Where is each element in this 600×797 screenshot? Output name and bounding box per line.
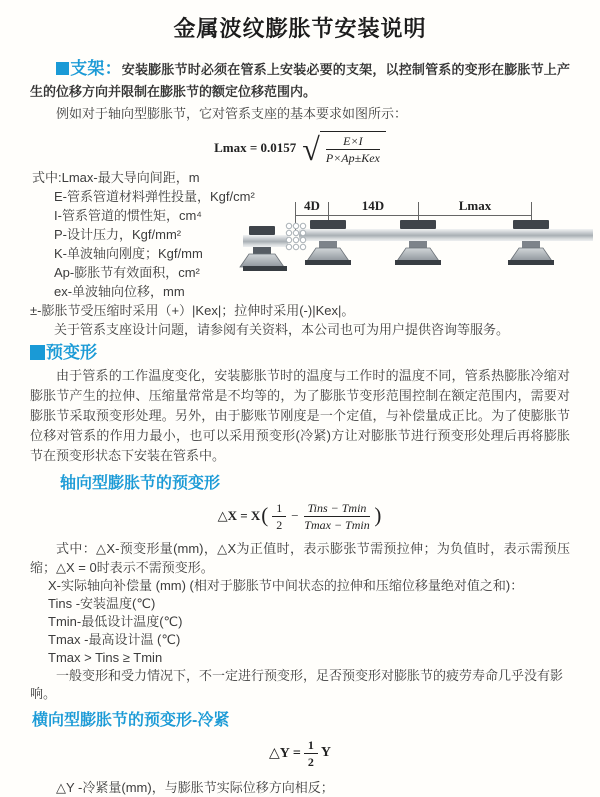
axial-explanation-line: 式中：△X-预变形量(mm)，△X为正值时，表示膨张节需预拉伸；为负值时，表示需预压缩；△X = 0时表示不需预变形。 (30, 541, 570, 575)
definition-line: 式中:Lmax-最大导向间距，m (32, 170, 200, 185)
dim-label-4d: 4D (304, 198, 320, 213)
guide-support (305, 220, 351, 265)
half-numerator: 1 (272, 501, 286, 517)
consulting-note-line: 关于管系支座设计问题，请参阅有关资料，本公司也可为用户提供咨询等服务。 (54, 322, 510, 337)
predeform-section-header (30, 342, 570, 364)
half-denominator: 2 (307, 754, 314, 769)
definition-line: ±-膨胀节受压缩时采用（+）|Kex|；拉伸时采用(-)|Kex|。 (30, 303, 355, 318)
radical-sign-icon: √ (302, 131, 320, 167)
definition-line: Ap-膨胀节有效面积，cm² (54, 265, 200, 280)
axial-explanation-line: Tmax -最高设计温 (℃) (48, 632, 181, 647)
formula-lmax (214, 130, 386, 166)
formula-lmax-denominator: P×Ap±Kex (325, 151, 380, 165)
temp-denominator: Tmax − Tmin (304, 517, 370, 532)
anchor-support (240, 226, 287, 271)
definition-line: E-管系管道材料弹性投量，Kgf/cm² (54, 189, 255, 204)
pipe-main (299, 229, 593, 241)
definition-line: I-管系管道的惯性矩，cm⁴ (54, 208, 202, 223)
pipe-stub (243, 235, 288, 247)
dim-label-14d: 14D (361, 198, 385, 213)
formula-lmax-lhs: Lmax = 0.0157 (214, 140, 297, 155)
lateral-subsection-heading: 横向型膨胀节的预变形-冷紧 (32, 712, 230, 729)
predeform-paragraph: 由于管系的工作温度变化，安装膨胀节时的温度与工作时的温度不同，管系热膨胀冷缩对膨胀节产生的拉伸、压缩量常常是不均等的，为了膨胀节变形范围控制在额定范围内，需要对膨胀节采取预变形处理。另外，由于膨账节刚度是一个定值，与补偿量成正比。为了使膨胀节位移对管系的作用力最小，也可以采用预变形(冷紧)方让对膨胀节进行预变形处理后再将膨胀节在预变形状态下安装在管系中。 (30, 368, 570, 463)
support-intro-paragraph (30, 58, 570, 103)
axial-subsection-heading: 轴向型膨胀节的预变形 (60, 475, 221, 492)
one-half-fraction (304, 738, 318, 769)
half-numerator: 1 (304, 738, 318, 754)
pipe-support-spacing-diagram (243, 193, 595, 289)
page-title: 金属波纹膨胀节安装说明 (173, 16, 427, 41)
support-section-header: 支架： (70, 59, 122, 78)
cold-tightening-note: △Y -冷紧量(mm)，与膨胀节实际位移方向相反； (56, 780, 334, 795)
one-half-fraction (272, 501, 286, 532)
definition-line: K-单波轴向刚度；Kgf/mm (54, 246, 203, 261)
formula-dy-rhs: Y (320, 745, 331, 760)
support-intro-text: 安装膨胀节时必须在管系上安装必要的支架，以控制管系的变形在膨胀节上产生的位移方向并限制在膨胀节的额定位移范围内。 (30, 62, 570, 99)
formula-delta-x (218, 500, 383, 532)
formula-dy-lhs: △Y = (269, 745, 301, 761)
close-paren: ) (374, 502, 382, 527)
temp-numerator: Tins − Tmin (304, 501, 371, 517)
guide-support (395, 220, 441, 265)
support-example-line: 例如对于轴向型膨胀节，它对管系支座的基本要求如图所示： (56, 106, 408, 121)
half-denominator: 2 (276, 517, 283, 532)
axial-explanation-line: X-实际轴向补偿量 (mm) (相对于膨胀节中间状态的拉伸和压缩位移量绝对值之和)： (48, 578, 524, 593)
definition-line: ex-单波轴向位移，mm (54, 284, 185, 299)
formula-lmax-root-body (320, 131, 386, 165)
predeform-header-label: 预变形 (46, 343, 97, 362)
formula-delta-y (269, 737, 331, 769)
formula-lmax-numerator: E×I (326, 134, 380, 150)
guide-support (508, 220, 554, 265)
axial-explanation-line: 一般变形和受力情况下，不一定进行预变形，足否预变形对膨胀节的疲劳寿命几乎没有影响。 (30, 668, 564, 701)
axial-explanation-line: Tmin-最低设计温度(℃) (48, 614, 183, 629)
formula-dx-lhs: △X = X (217, 508, 261, 523)
section-square-icon (56, 62, 69, 75)
dim-label-lmax: Lmax (458, 198, 492, 213)
open-paren: ( (261, 502, 269, 527)
axial-explanation-line: Tmax > Tins ≥ Tmin (48, 650, 163, 665)
section-square-icon (30, 345, 45, 360)
axial-explanation-list (30, 539, 570, 703)
definition-line: P-设计压力，Kgf/mm² (54, 227, 182, 242)
temperature-fraction (304, 501, 371, 532)
minus-operator: − (291, 508, 299, 523)
axial-explanation-line: Tins -安装温度(℃) (48, 596, 156, 611)
